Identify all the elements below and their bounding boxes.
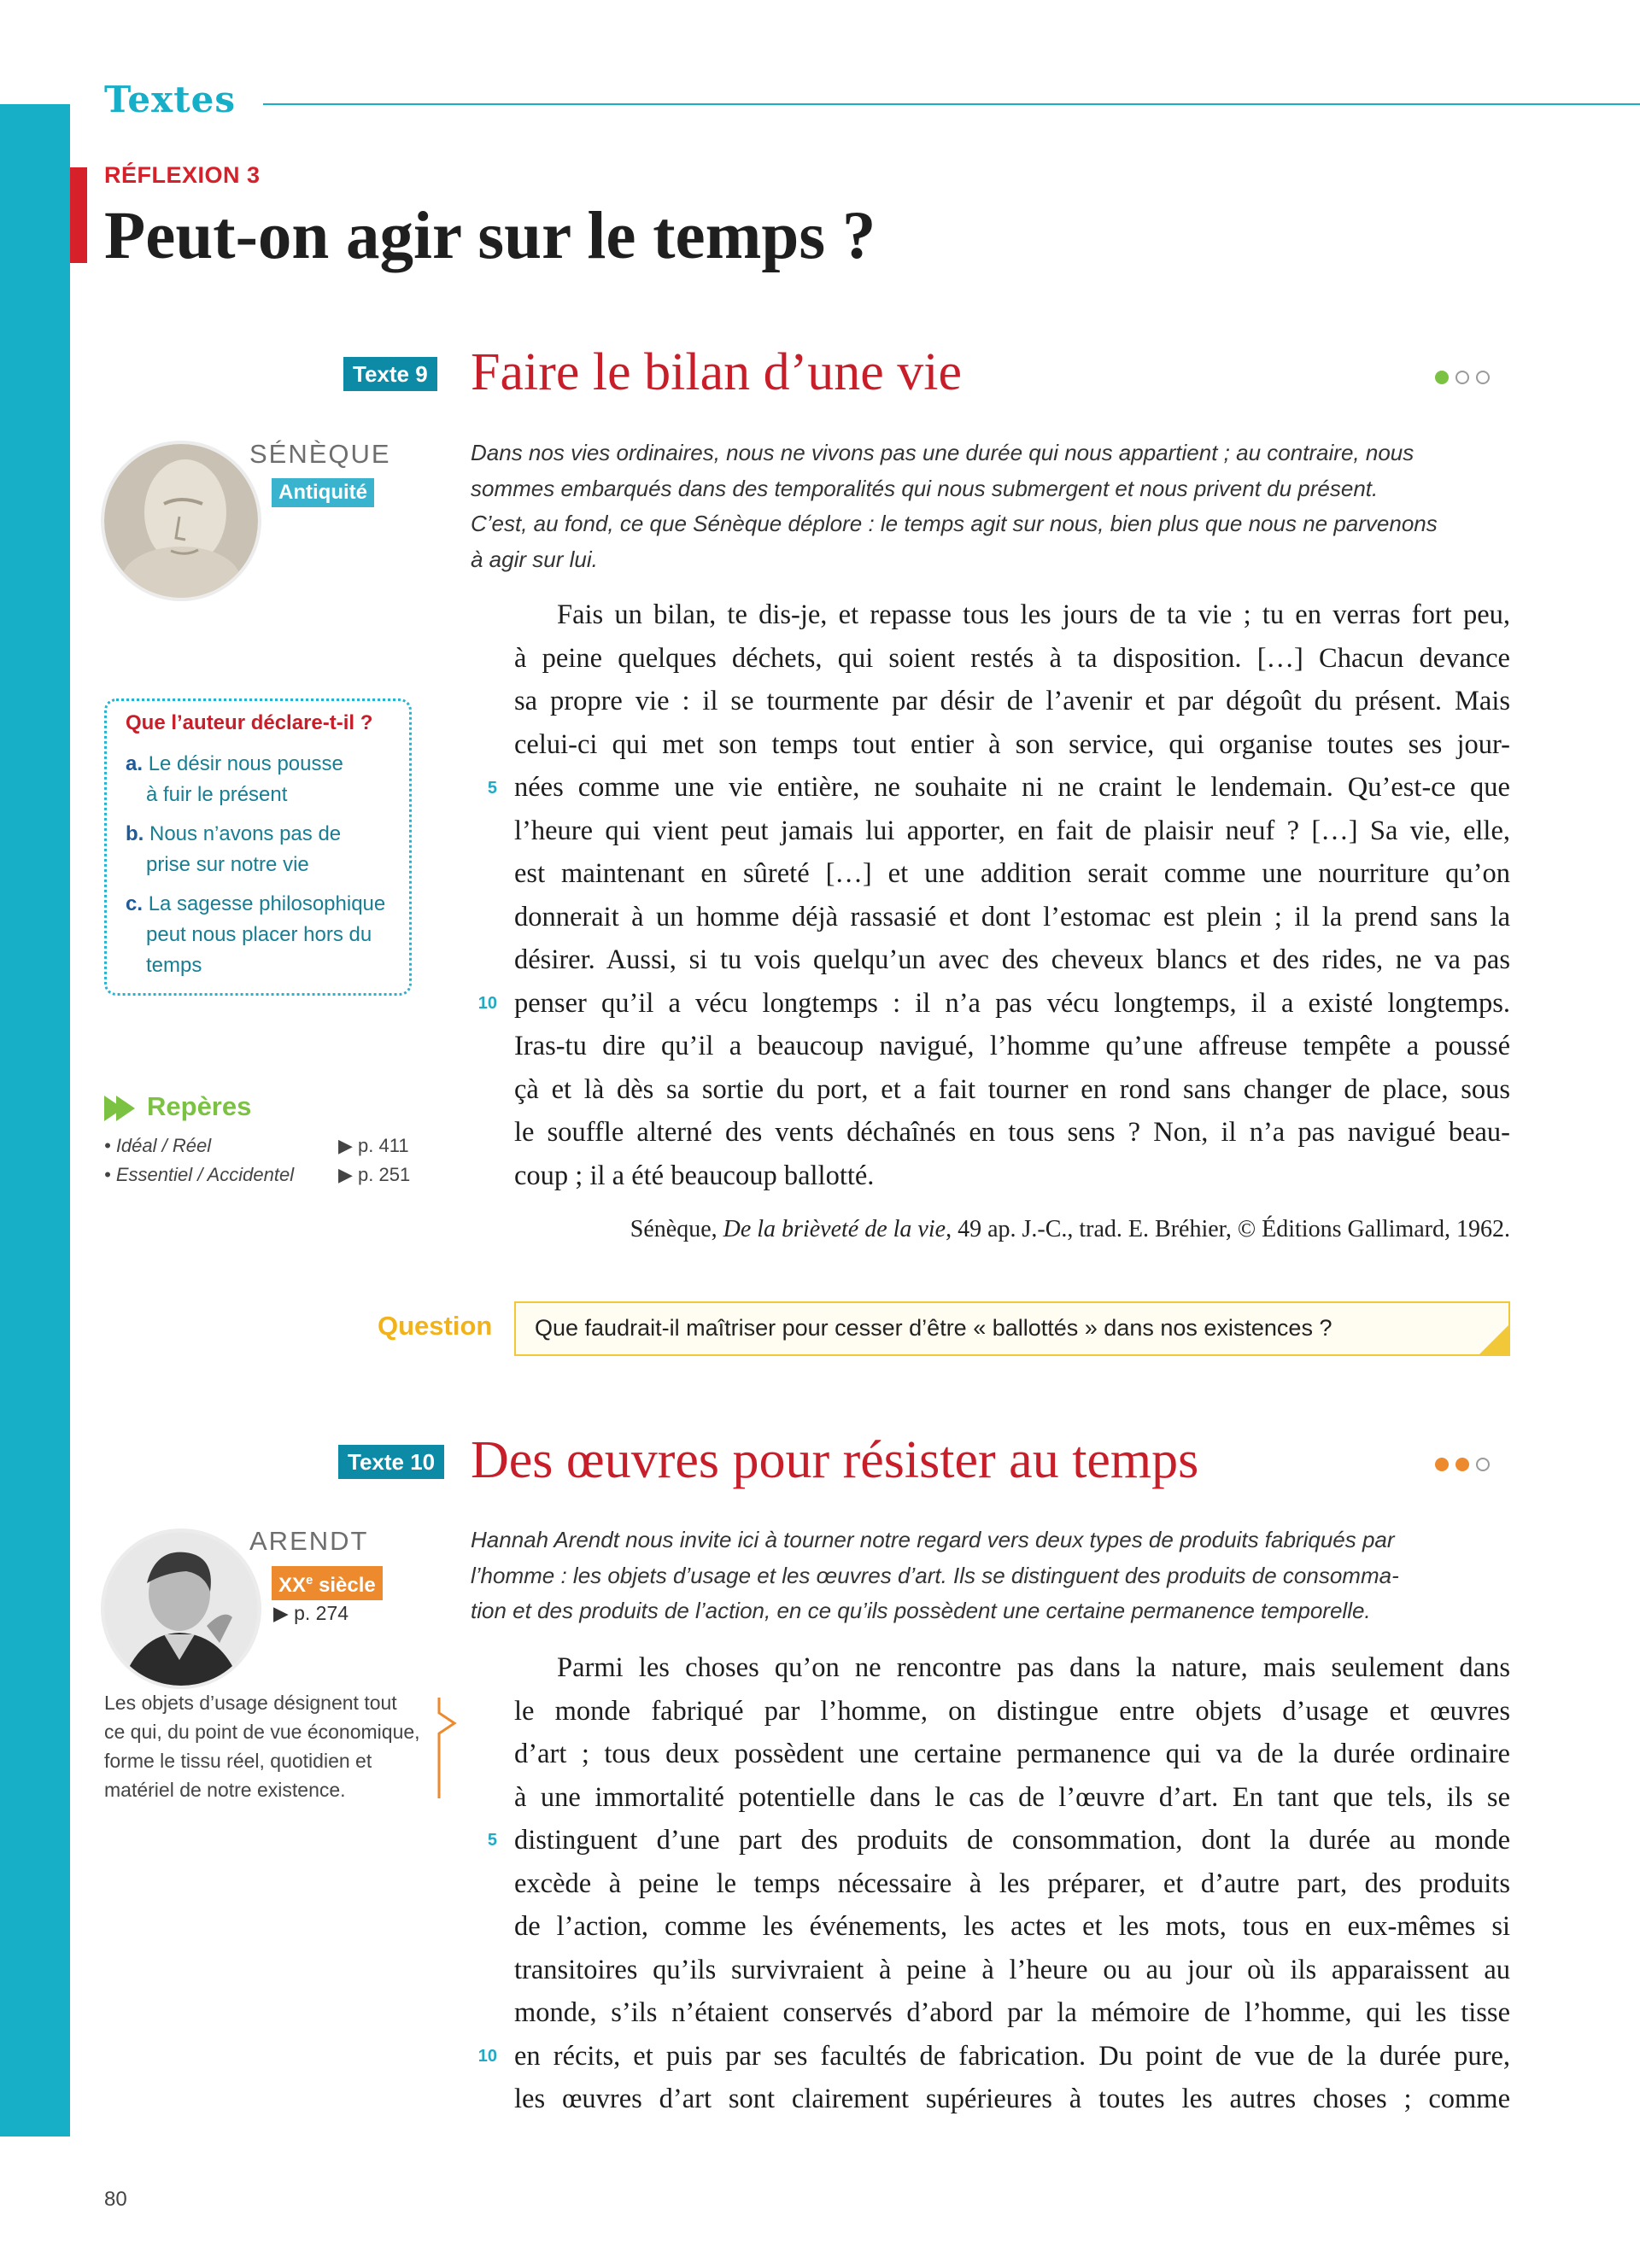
difficulty-dot-filled bbox=[1456, 1458, 1469, 1471]
texte10-author: ARENDT bbox=[249, 1526, 369, 1556]
side-color-band bbox=[0, 104, 70, 2136]
intro-line: Dans nos vies ordinaires, nous ne vivons pas une durée qui nous appartient ; au contraire, nous bbox=[471, 440, 1414, 465]
reperes-title: Repères bbox=[147, 1091, 252, 1121]
gloss-line: ce qui, du point de vue économique, bbox=[104, 1721, 420, 1743]
text-line: coup ; il a été beaucoup ballotté. bbox=[514, 1160, 875, 1191]
option-letter: c. bbox=[126, 892, 144, 915]
gloss-line: matériel de notre existence. bbox=[104, 1779, 346, 1801]
text-line: donnerait à un homme déjà rassasié et dont l’estomac est plein ; il la prend sans la bbox=[514, 901, 1510, 932]
arendt-portrait bbox=[104, 1532, 258, 1686]
option-text: temps bbox=[146, 954, 202, 977]
texte10-era-badge: XXe siècle bbox=[272, 1566, 383, 1600]
reperes-item[interactable]: • Essentiel / Accidentel bbox=[104, 1164, 295, 1185]
texte9-era-badge: Antiquité bbox=[272, 478, 374, 507]
gloss-line: Les objets d’usage désignent tout bbox=[104, 1692, 397, 1714]
difficulty-dot-empty bbox=[1476, 371, 1490, 384]
line-number: 10 bbox=[477, 2047, 497, 2066]
difficulty-dot-filled bbox=[1435, 1458, 1449, 1471]
text-line: sa propre vie : il se tourmente par désir de l’avenir et par dégoût du présent. Mais bbox=[514, 686, 1510, 716]
line-number: 5 bbox=[487, 1831, 497, 1850]
difficulty-dot-empty bbox=[1456, 371, 1469, 384]
texte10-tag: Texte 10 bbox=[338, 1445, 444, 1479]
qcm-option-b[interactable] bbox=[126, 819, 341, 880]
reperes-arrow-icon bbox=[116, 1096, 135, 1121]
texte10-body bbox=[514, 1646, 1510, 2121]
gloss-line: forme le tissu réel, quotidien et bbox=[104, 1750, 372, 1772]
intro-line: à agir sur lui. bbox=[471, 546, 598, 572]
gloss-bracket-icon bbox=[436, 1696, 460, 1800]
reperes-item[interactable]: • Idéal / Réel bbox=[104, 1135, 212, 1156]
texte10-difficulty bbox=[1435, 1458, 1490, 1471]
qcm-option-c[interactable] bbox=[126, 889, 385, 981]
texte9-intro bbox=[471, 435, 1511, 577]
text-line: d’art ; tous deux possèdent une certaine permanence qui va de la durée ordinaire bbox=[514, 1739, 1510, 1769]
texte9-author: SÉNÈQUE bbox=[249, 439, 391, 469]
texte10-intro bbox=[471, 1523, 1511, 1629]
text-line: transitoires qu’ils survivraient à peine à l’heure ou au jour où ils apparaissent au bbox=[514, 1954, 1510, 1985]
text-line: monde, s’ils n’étaient conservés d’abord par la mémoire de l’homme, qui les tisse bbox=[514, 1997, 1510, 2028]
option-text: Nous n’avons pas de bbox=[149, 822, 342, 845]
text-line: Parmi les choses qu’on ne rencontre pas dans la nature, mais seulement dans bbox=[557, 1652, 1510, 1683]
text-line: est maintenant en sûreté […] et une addition serait comme une nourriture qu’on bbox=[514, 858, 1510, 889]
texte9-body bbox=[514, 593, 1510, 1197]
folded-corner bbox=[1478, 1324, 1510, 1356]
text-line: Fais un bilan, te dis-je, et repasse tous les jours de ta vie ; tu en verras fort peu, bbox=[557, 599, 1510, 630]
texte10-title: Des œuvres pour résister au temps bbox=[471, 1431, 1199, 1489]
texte9-difficulty bbox=[1435, 371, 1490, 384]
text-line: en récits, et puis par ses facultés de fabrication. Du point de vue de la durée pure, bbox=[514, 2040, 1510, 2072]
option-text: prise sur notre vie bbox=[146, 853, 309, 876]
question-box bbox=[514, 1301, 1510, 1356]
text-line: penser qu’il a vécu longtemps : il n’a pas vécu longtemps, il a existé longtemps. bbox=[514, 987, 1510, 1019]
intro-line: l’homme : les objets d’usage et les œuvres d’art. Ils se distinguent des produits de consomma- bbox=[471, 1562, 1399, 1588]
qcm-title: Que l’auteur déclare-t-il ? bbox=[126, 711, 373, 734]
intro-line: C’est, au fond, ce que Sénèque déplore : le temps agit sur nous, bien plus que nous ne parvenons bbox=[471, 511, 1438, 536]
texte10-page-link[interactable]: ▶ p. 274 bbox=[273, 1602, 349, 1624]
text-line: celui-ci qui met son temps tout entier à son service, qui organise toutes ses jour- bbox=[514, 728, 1510, 760]
qcm-box bbox=[104, 699, 412, 996]
option-letter: a. bbox=[126, 752, 144, 775]
difficulty-dot-filled bbox=[1435, 371, 1449, 384]
intro-line: tion et des produits de l’action, en ce qu’ils possèdent une certaine permanence temporelle. bbox=[471, 1598, 1371, 1623]
text-line: de l’action, comme les événements, les actes et les mots, tous en eux-mêmes si bbox=[514, 1911, 1510, 1942]
rubrique-label: Textes bbox=[104, 79, 236, 120]
text-line: excède à peine le temps nécessaire à les préparer, et d’autre part, des produits bbox=[514, 1868, 1510, 1899]
option-text: La sagesse philosophique bbox=[148, 892, 386, 915]
source-details: , 49 ap. J.-C., trad. E. Bréhier, © Éditions Gallimard, 1962. bbox=[946, 1216, 1510, 1242]
texte9-title: Faire le bilan d’une vie bbox=[471, 343, 963, 401]
section-marker bbox=[70, 167, 87, 263]
page-number: 80 bbox=[104, 2188, 127, 2211]
texte10-gloss-note bbox=[104, 1688, 429, 1804]
option-letter: b. bbox=[126, 822, 144, 845]
text-line: à peine quelques déchets, qui soient restés à ta disposition. […] Chacun devance bbox=[514, 642, 1510, 674]
option-text: peut nous placer hors du bbox=[146, 923, 372, 946]
option-text: Le désir nous pousse bbox=[148, 752, 343, 775]
intro-line: Hannah Arendt nous invite ici à tourner notre regard vers deux types de produits fabriqués par bbox=[471, 1527, 1395, 1552]
line-number: 5 bbox=[487, 779, 497, 798]
difficulty-dot-empty bbox=[1476, 1458, 1490, 1471]
line-number: 10 bbox=[477, 994, 497, 1013]
text-line: çà et là dès sa sortie du port, et a fait tourner en rond sans changer de place, sous bbox=[514, 1073, 1510, 1105]
qcm-option-a[interactable] bbox=[126, 749, 343, 810]
text-line: le monde fabriqué par l’homme, on distingue entre objets d’usage et œuvres bbox=[514, 1695, 1510, 1727]
question-label: Question bbox=[378, 1311, 493, 1341]
text-line: Iras-tu dire qu’il a beaucoup navigué, l’homme qu’une affreuse tempête a poussé bbox=[514, 1031, 1510, 1061]
text-line: les œuvres d’art sont clairement supérieures à toutes les autres choses ; comme bbox=[514, 2084, 1510, 2114]
text-line: l’heure qui vient peut jamais lui apporter, en fait de plaisir neuf ? […] Sa vie, elle, bbox=[514, 815, 1510, 846]
texte9-source bbox=[630, 1216, 1510, 1243]
texte9-tag: Texte 9 bbox=[343, 357, 437, 391]
text-line: le souffle alterné des vents déchaînés en tous sens ? Non, il n’a pas navigué beau- bbox=[514, 1117, 1510, 1148]
text-line: à une immortalité potentielle dans le cas de l’œuvre d’art. En tant que tels, ils se bbox=[514, 1781, 1510, 1813]
text-line: nées comme une vie entière, ne souhaite ni ne craint le lendemain. Qu’est-ce que bbox=[514, 772, 1510, 803]
source-work: De la brièveté de la vie bbox=[723, 1216, 946, 1242]
rubrique-rule bbox=[263, 103, 1640, 105]
reperes-page-link[interactable]: ▶ p. 411 bbox=[338, 1135, 409, 1156]
text-line: distinguent d’une part des produits de consommation, dont la durée au monde bbox=[514, 1825, 1510, 1856]
seneca-portrait bbox=[104, 444, 258, 598]
page-title: Peut-on agir sur le temps ? bbox=[104, 199, 876, 273]
intro-line: sommes embarqués dans des temporalités qui nous submergent et nous privent du présent. bbox=[471, 475, 1379, 501]
text-line: désirer. Aussi, si tu vois quelqu’un avec des cheveux blancs et des rides, ne va pas bbox=[514, 944, 1510, 975]
option-text: à fuir le présent bbox=[146, 783, 288, 806]
source-author: Sénèque, bbox=[630, 1216, 723, 1242]
reperes-page-link[interactable]: ▶ p. 251 bbox=[338, 1164, 411, 1185]
section-label: RÉFLEXION 3 bbox=[104, 162, 261, 188]
question-text: Que faudrait-il maîtriser pour cesser d’être « ballottés » dans nos existences ? bbox=[535, 1315, 1332, 1341]
